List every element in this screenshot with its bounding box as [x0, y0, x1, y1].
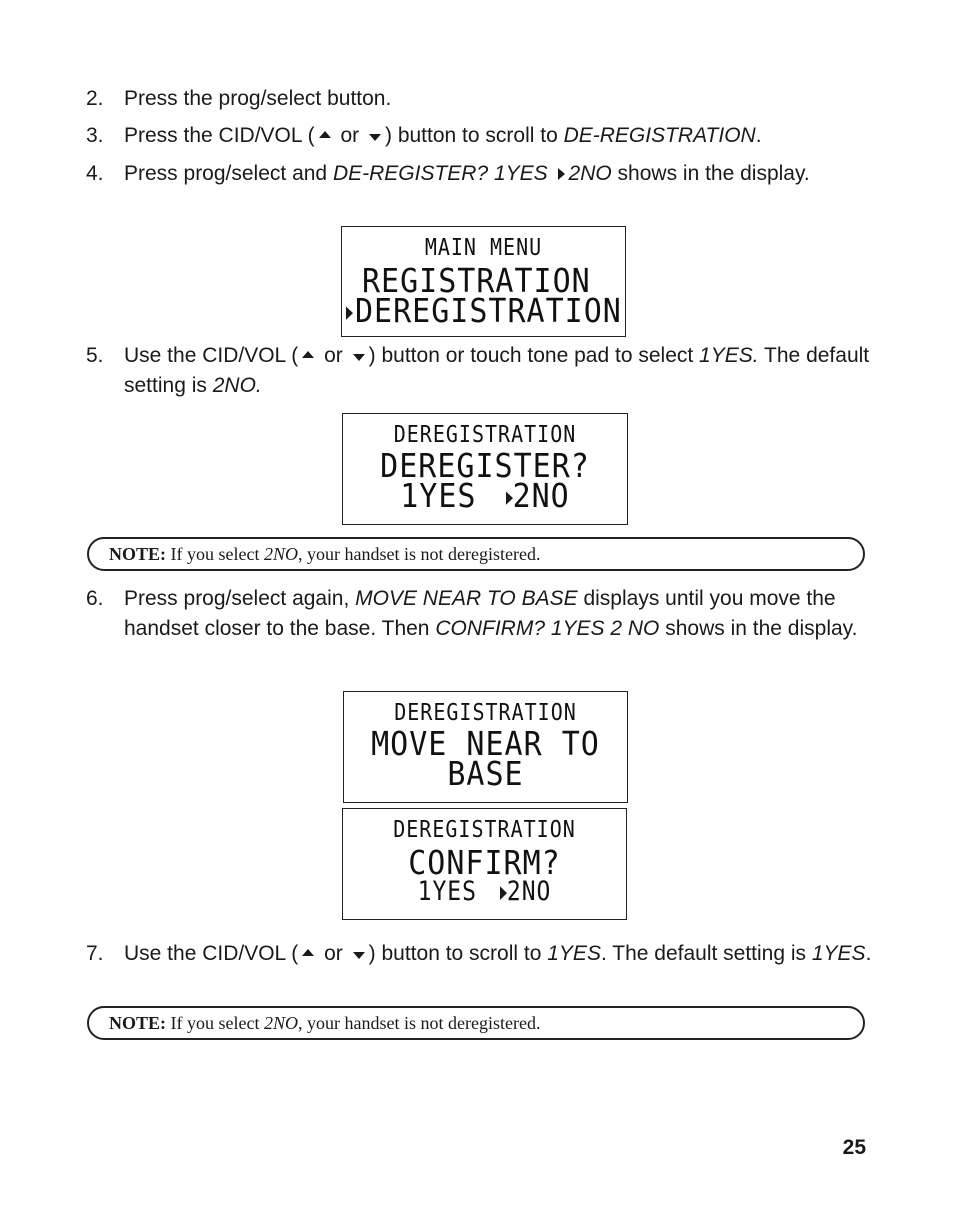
- step-text: The default setting is: [124, 344, 870, 397]
- lcd-option-yes: 1YES: [417, 877, 477, 907]
- note-text: , your handset is not deregistered.: [298, 544, 541, 564]
- step-3: [86, 121, 876, 151]
- note-box: [87, 537, 865, 571]
- or-text: or: [324, 344, 343, 367]
- step-number: 4.: [86, 162, 104, 185]
- lcd-confirm: [342, 808, 627, 920]
- note-box: [87, 1006, 865, 1040]
- lcd-line-registration: REGISTRATION: [362, 262, 591, 301]
- lcd-options-row: [343, 477, 627, 516]
- step-number: 6.: [86, 587, 104, 610]
- up-triangle-icon: [302, 351, 314, 358]
- menu-item-text: DE-REGISTRATION: [563, 124, 756, 147]
- lcd-options-row: [343, 877, 626, 907]
- or-text: or: [324, 942, 343, 965]
- step-number: 5.: [86, 344, 104, 367]
- step-6: [86, 584, 876, 644]
- right-triangle-icon: [500, 886, 507, 900]
- display-text: CONFIRM? 1YES 2 NO: [435, 617, 660, 640]
- step-number: 2.: [86, 87, 104, 110]
- step-text: . The default setting is: [600, 942, 812, 965]
- display-text: MOVE NEAR TO BASE: [355, 587, 578, 610]
- lcd-line-deregister: DEREGISTER?: [380, 447, 590, 486]
- lcd-header: DEREGISTRATION: [393, 420, 577, 448]
- lcd-line-deregistration-row: [342, 292, 625, 331]
- right-triangle-icon: [558, 168, 565, 180]
- step-text: ) button or touch tone pad to select: [368, 344, 700, 367]
- note-label: NOTE:: [109, 1013, 167, 1033]
- display-text: DE-REGISTER? 1YES: [332, 162, 548, 185]
- note-option: 2NO: [263, 544, 298, 564]
- display-text: 2NO: [568, 162, 612, 185]
- lcd-header: DEREGISTRATION: [393, 815, 576, 843]
- lcd-header: DEREGISTRATION: [394, 698, 577, 726]
- page-number: 25: [842, 1136, 866, 1159]
- lcd-deregister: [342, 413, 628, 525]
- option-text: 1YES: [547, 942, 601, 965]
- option-text: 1YES.: [699, 344, 759, 367]
- lcd-line-confirm: CONFIRM?: [408, 844, 561, 883]
- punctuation: .: [755, 124, 762, 147]
- down-triangle-icon: [353, 354, 365, 361]
- note-text: If you select: [166, 1013, 264, 1033]
- right-triangle-icon: [346, 306, 353, 319]
- step-2: [86, 84, 876, 114]
- option-text: 1YES: [811, 942, 866, 965]
- step-text: shows in the display.: [611, 162, 810, 185]
- lcd-header: MAIN MENU: [424, 233, 543, 261]
- note-label: NOTE:: [109, 544, 167, 564]
- step-text: Use the CID/VOL (: [124, 344, 299, 367]
- down-triangle-icon: [353, 952, 365, 959]
- lcd-option-no: 2NO: [506, 877, 552, 907]
- lcd-line-move-near: MOVE NEAR TO: [371, 725, 600, 764]
- step-text: Use the CID/VOL (: [124, 942, 299, 965]
- lcd-move-near: [343, 691, 628, 803]
- lcd-line-deregistration: DEREGISTRATION: [355, 292, 622, 331]
- note-text: , your handset is not deregistered.: [298, 1013, 541, 1033]
- step-text: Press the prog/select button.: [124, 87, 392, 110]
- step-text: displays until you move the handset closer to the base. Then: [124, 587, 836, 640]
- step-text: Press prog/select again,: [124, 587, 356, 610]
- step-number: 7.: [86, 942, 104, 965]
- step-text: .: [865, 942, 872, 965]
- or-text: or: [340, 124, 360, 147]
- step-7: [86, 939, 876, 969]
- up-triangle-icon: [302, 949, 314, 956]
- step-4: [86, 159, 876, 189]
- note-option: 2NO: [263, 1013, 298, 1033]
- lcd-option-yes: 1YES: [400, 477, 477, 516]
- option-text: 2NO.: [212, 374, 262, 397]
- right-triangle-icon: [506, 491, 513, 504]
- lcd-option-no: 2NO: [512, 477, 570, 516]
- step-text: Press the CID/VOL (: [124, 124, 315, 147]
- step-text: Press prog/select and: [124, 162, 333, 185]
- lcd-line-base: BASE: [447, 755, 524, 794]
- step-text: ) button to scroll to: [368, 942, 548, 965]
- note-text: If you select: [166, 544, 264, 564]
- lcd-main-menu: [341, 226, 626, 337]
- step-5: [86, 341, 876, 401]
- step-number: 3.: [86, 124, 104, 147]
- step-text: shows in the display.: [659, 617, 858, 640]
- up-triangle-icon: [319, 131, 331, 138]
- down-triangle-icon: [369, 134, 381, 141]
- step-text: ) button to scroll to: [385, 124, 564, 147]
